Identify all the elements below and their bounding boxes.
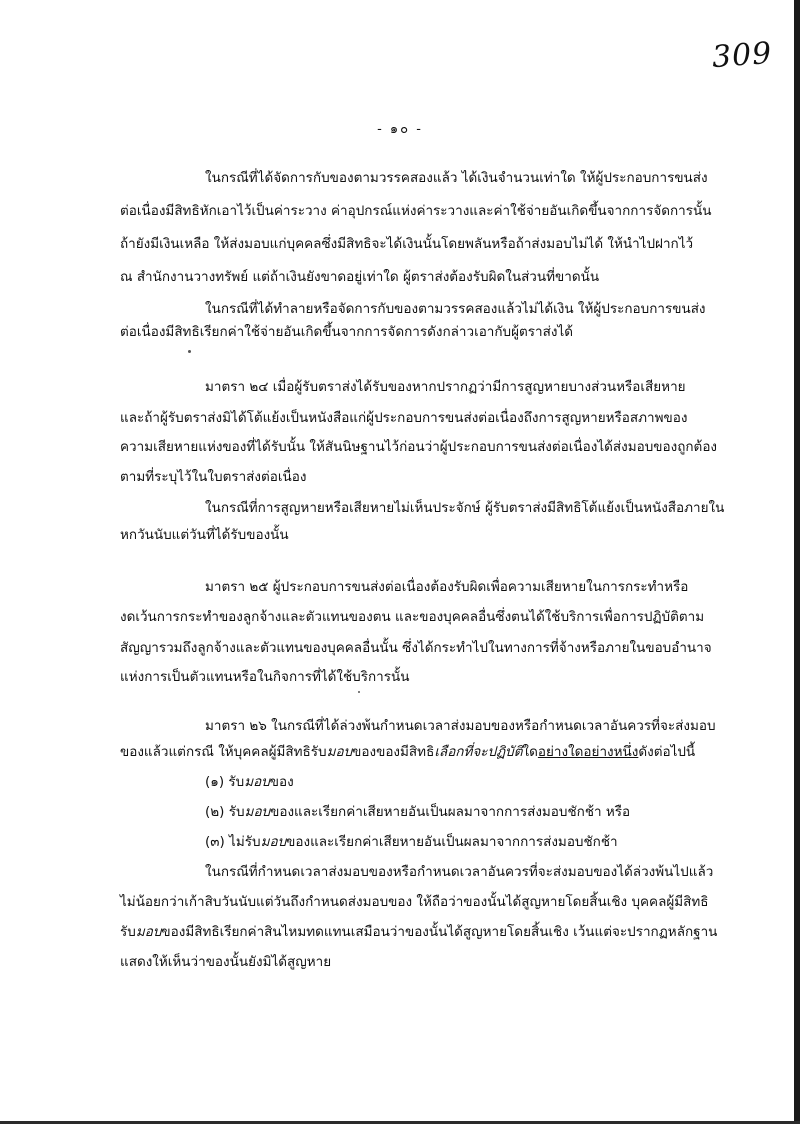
paragraph-line: ในกรณีที่กำหนดเวลาส่งมอบของหรือกำหนดเวลาอันควรที่จะส่งมอบของได้ล่วงพ้นไปแล้ว	[205, 864, 714, 880]
paragraph-line: ความเสียหายแห่งของที่ได้รับนั้น ให้สันนิษฐานไว้ก่อนว่าผู้ประกอบการขนส่งต่อเนื่องได้ส่งมอบของถูกต้อง	[120, 439, 718, 455]
paragraph-line: ณ สำนักงานวางทรัพย์ แต่ถ้าเงินยังขาดอยู่เท่าใด ผู้ตราส่งต้องรับผิดในส่วนที่ขาดนั้น	[120, 269, 600, 285]
section-24-heading: มาตรา ๒๔ เมื่อผู้รับตราส่งได้รับของหากปรากฏว่ามีการสูญหายบางส่วนหรือเสียหาย	[205, 379, 686, 395]
section-25-heading: มาตรา ๒๕ ผู้ประกอบการขนส่งต่อเนื่องต้องรับผิดเพื่อความเสียหายในการกระทำหรือ	[205, 579, 689, 595]
struck-word: มอบ	[135, 924, 162, 940]
text-segment: ดังต่อไปนี้	[638, 744, 696, 760]
struck-phrase: เลือกที่จะปฏิบัติ	[434, 744, 523, 760]
paragraph-line: งดเว้นการกระทำของลูกจ้างและตัวแทนของตน และของบุคคลอื่นซึ่งตนได้ใช้บริการเพื่อการปฏิบัติตาม	[120, 609, 705, 625]
paragraph-line: สัญญารวมถึงลูกจ้างและตัวแทนของบุคคลอื่นนั้น ซึ่งได้กระทำไปในทางการที่จ้างหรือภายในขอบอำนาจ	[120, 640, 712, 656]
text-segment: ของ	[269, 774, 294, 790]
text-segment: ของแล้วแต่กรณี ให้บุคคลผู้มีสิทธิรับ	[120, 744, 327, 760]
underlined-phrase: อย่างใดอย่างหนึ่ง	[537, 744, 639, 760]
list-item	[205, 772, 294, 792]
text-segment: ของของมีสิทธิ	[352, 744, 435, 760]
paragraph-line: ถ้ายังมีเงินเหลือ ให้ส่งมอบแก่บุคคลซึ่งมีสิทธิจะได้เงินนั้นโดยพลันหรือถ้าส่งมอบไม่ได้ ให้นำไปฝากไว้	[120, 236, 694, 252]
paragraph-line	[120, 922, 717, 942]
paragraph-line: ไม่น้อยกว่าเก้าสิบวันนับแต่วันถึงกำหนดส่งมอบของ ให้ถือว่าของนั้นได้สูญหายโดยสิ้นเชิง บุคคลผู้มีสิทธิ	[120, 894, 709, 910]
list-item	[205, 802, 630, 822]
paragraph-line: ตามที่ระบุไว้ในใบตราส่งต่อเนื่อง	[120, 469, 307, 485]
scan-speck	[188, 350, 191, 353]
paragraph-line: ต่อเนื่องมีสิทธิหักเอาไว้เป็นค่าระวาง ค่าอุปกรณ์แห่งค่าระวางและค่าใช้จ่ายอันเกิดขึ้นจากการจัดการนั้น	[120, 203, 712, 219]
struck-word: มอบ	[326, 744, 353, 760]
text-segment: (๓) ไม่รับ	[205, 834, 261, 850]
text-segment: รับ	[120, 924, 136, 940]
paragraph-line: แห่งการเป็นตัวแทนหรือในกิจการที่ได้ใช้บริการนั้น	[120, 669, 410, 685]
text-segment: ใด	[522, 744, 538, 760]
paragraph-line: ต่อเนื่องมีสิทธิเรียกค่าใช้จ่ายอันเกิดขึ้นจากการจัดการดังกล่าวเอากับผู้ตราส่งได้	[120, 324, 574, 340]
paragraph-line: ในกรณีที่ได้จัดการกับของตามวรรคสองแล้ว ได้เงินจำนวนเท่าใด ให้ผู้ประกอบการขนส่ง	[205, 170, 708, 186]
struck-word: มอบ	[244, 774, 270, 790]
text-segment: ของและเรียกค่าเสียหายอันเป็นผลมาจากการส่งมอบชักช้า	[286, 834, 618, 850]
list-item	[205, 832, 618, 852]
paragraph-line: และถ้าผู้รับตราส่งมิได้โต้แย้งเป็นหนังสือแก่ผู้ประกอบการขนส่งต่อเนื่องถึงการสูญหายหรือสภาพของ	[120, 410, 688, 426]
struck-word: มอบ	[244, 804, 271, 820]
text-segment: (๒) รับ	[205, 804, 245, 820]
paragraph-line: หกวันนับแต่วันที่ได้รับของนั้น	[120, 527, 289, 543]
scan-speck	[358, 691, 360, 693]
text-segment: ของและเรียกค่าเสียหายอันเป็นผลมาจากการส่งมอบชักช้า หรือ	[270, 804, 631, 820]
paragraph-line: แสดงให้เห็นว่าของนั้นยังมิได้สูญหาย	[120, 954, 332, 970]
paragraph-line: ในกรณีที่ได้ทำลายหรือจัดการกับของตามวรรคสองแล้วไม่ได้เงิน ให้ผู้ประกอบการขนส่ง	[205, 301, 706, 317]
text-segment: (๑) รับ	[205, 774, 245, 790]
section-26-heading: มาตรา ๒๖ ในกรณีที่ได้ล่วงพ้นกำหนดเวลาส่งมอบของหรือกำหนดเวลาอันควรที่จะส่งมอบ	[205, 718, 716, 734]
paragraph-line: ในกรณีที่การสูญหายหรือเสียหายไม่เห็นประจักษ์ ผู้รับตราส่งมีสิทธิโต้แย้งเป็นหนังสือภายใน	[205, 500, 725, 516]
scan-edge	[794, 0, 800, 1124]
page-number: - ๑๐ -	[377, 122, 423, 137]
text-segment: ของมีสิทธิเรียกค่าสินไหมทดแทนเสมือนว่าของนั้นได้สูญหายโดยสิ้นเชิง เว้นแต่จะปรากฏหลักฐาน	[161, 924, 718, 940]
paragraph-line-amended	[120, 742, 695, 762]
handwritten-page-number: 309	[710, 35, 774, 76]
struck-word: มอบ	[260, 834, 287, 850]
